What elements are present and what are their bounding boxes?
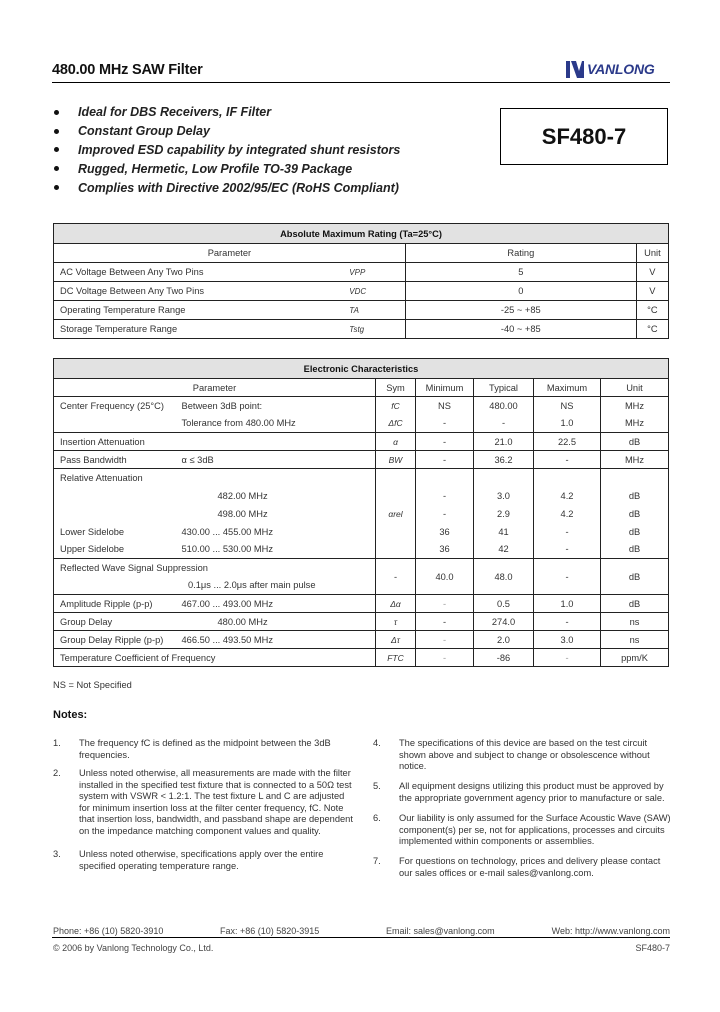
- brand-logo: [566, 60, 655, 78]
- table-row: Group Delay 480.00 MHz τ - 274.0 - ns: [54, 613, 669, 631]
- table-row: 0.1μs ... 2.0μs after main pulse: [54, 577, 669, 595]
- col-header-typical: Typical: [474, 379, 534, 397]
- table-row: Center Frequency (25°C) Between 3dB point: fC NS 480.00 NS MHz: [54, 397, 669, 415]
- feature-item: Rugged, Hermetic, Low Profile TO-39 Package: [52, 159, 400, 178]
- page-title: 480.00 MHz SAW Filter: [52, 62, 203, 78]
- part-number-box: SF480-7: [500, 108, 668, 165]
- table-row: Reflected Wave Signal Suppression - 40.0 48.0 - dB: [54, 559, 669, 577]
- ns-footnote: NS = Not Specified: [53, 680, 132, 690]
- feature-item: Ideal for DBS Receivers, IF Filter: [52, 103, 400, 122]
- vanlong-v-logo-icon: [566, 61, 584, 78]
- bullet-icon: [54, 185, 59, 190]
- absolute-max-rating-table: [53, 223, 669, 339]
- note-item: 2. Unless noted otherwise, all measurements are made with the filter installed in the specified test fixture that is connected to a 50Ω test system with VSWR < 1.2:1. The test fixture L and C are adjusted for minimum insertion loss at the filter center frequency, fC. Note that insertion loss, bandwidth, and passband shape are dependent on the impedance matching component values and quality.: [53, 768, 353, 836]
- col-header-parameter: Parameter: [54, 244, 406, 263]
- table-row: Group Delay Ripple (p-p) 466.50 ... 493.50 MHz Δτ - 2.0 3.0 ns: [54, 631, 669, 649]
- footer-email[interactable]: Email: sales@vanlong.com: [386, 926, 495, 936]
- bullet-icon: [54, 147, 59, 152]
- feature-item: Improved ESD capability by integrated shunt resistors: [52, 141, 400, 160]
- table-row: Pass Bandwidth α ≤ 3dB BW - 36.2 - MHz: [54, 451, 669, 469]
- footer-rule: [52, 937, 670, 938]
- table-row: 498.00 MHz - 2.9 4.2 dB: [54, 505, 669, 523]
- col-header-sym: Sym: [376, 379, 416, 397]
- feature-item: Complies with Directive 2002/95/EC (RoHS Compliant): [52, 178, 400, 197]
- footer-fax: Fax: +86 (10) 5820-3915: [220, 926, 320, 936]
- table-row: DC Voltage Between Any Two Pins VDC 0 V: [54, 282, 669, 301]
- note-item: 3. Unless noted otherwise, specifications apply over the entire specified operating temperature range.: [53, 849, 324, 871]
- col-header-unit: Unit: [636, 244, 668, 263]
- footer-web[interactable]: Web: http://www.vanlong.com: [551, 926, 670, 936]
- table-row: Operating Temperature Range TA -25 ~ +85 °C: [54, 301, 669, 320]
- brand-name: VANLONG: [587, 61, 655, 77]
- note-item: 5. All equipment designs utilizing this product must be approved by the appropriate government agency prior to manufacture or sale.: [373, 781, 665, 803]
- col-header-parameter: Parameter: [54, 379, 376, 397]
- note-item: 7. For questions on technology, prices and delivery please contact our sales offices or e-mail sales@vanlong.com.: [373, 856, 661, 878]
- table-row: Storage Temperature Range Tstg -40 ~ +85 °C: [54, 320, 669, 339]
- table-row: Lower Sidelobe 430.00 ... 455.00 MHz 36 41 - dB: [54, 523, 669, 541]
- electronic-characteristics-table: [53, 358, 669, 667]
- table-caption: Electronic Characteristics: [54, 359, 669, 379]
- feature-list: [52, 103, 400, 197]
- feature-item: Constant Group Delay: [52, 122, 400, 141]
- table-row: Temperature Coefficient of Frequency FTC - -86 - ppm/K: [54, 649, 669, 667]
- col-header-maximum: Maximum: [534, 379, 601, 397]
- footer-copyright: © 2006 by Vanlong Technology Co., Ltd.: [53, 943, 214, 953]
- footer-part-number: SF480-7: [635, 943, 670, 953]
- table-row: Upper Sidelobe 510.00 ... 530.00 MHz 36 42 - dB: [54, 541, 669, 559]
- table-row: Relative Attenuation αrel: [54, 469, 669, 487]
- footer-phone: Phone: +86 (10) 5820-3910: [53, 926, 164, 936]
- table-row: 482.00 MHz - 3.0 4.2 dB: [54, 487, 669, 505]
- bullet-icon: [54, 110, 59, 115]
- note-item: 6. Our liability is only assumed for the Surface Acoustic Wave (SAW) component(s) per se, not for applications, processes and circuits implemented within components or assemblies.: [373, 813, 671, 847]
- col-header-unit: Unit: [601, 379, 669, 397]
- bullet-icon: [54, 166, 59, 171]
- table-caption: Absolute Maximum Rating (Ta=25°C): [54, 224, 669, 244]
- table-row: Amplitude Ripple (p-p) 467.00 ... 493.00 MHz Δα - 0.5 1.0 dB: [54, 595, 669, 613]
- header-rule: [52, 82, 670, 83]
- col-header-minimum: Minimum: [416, 379, 474, 397]
- col-header-rating: Rating: [405, 244, 636, 263]
- table-row: Tolerance from 480.00 MHz ΔfC - - 1.0 MHz: [54, 415, 669, 433]
- table-row: AC Voltage Between Any Two Pins VPP 5 V: [54, 263, 669, 282]
- notes-heading: Notes:: [53, 709, 88, 721]
- note-item: 4. The specifications of this device are based on the test circuit shown above and subject to change or obsolescence without notice.: [373, 738, 650, 772]
- bullet-icon: [54, 129, 59, 134]
- note-item: 1. The frequency fC is defined as the midpoint between the 3dB frequencies.: [53, 738, 331, 760]
- table-row: Insertion Attenuation α - 21.0 22.5 dB: [54, 433, 669, 451]
